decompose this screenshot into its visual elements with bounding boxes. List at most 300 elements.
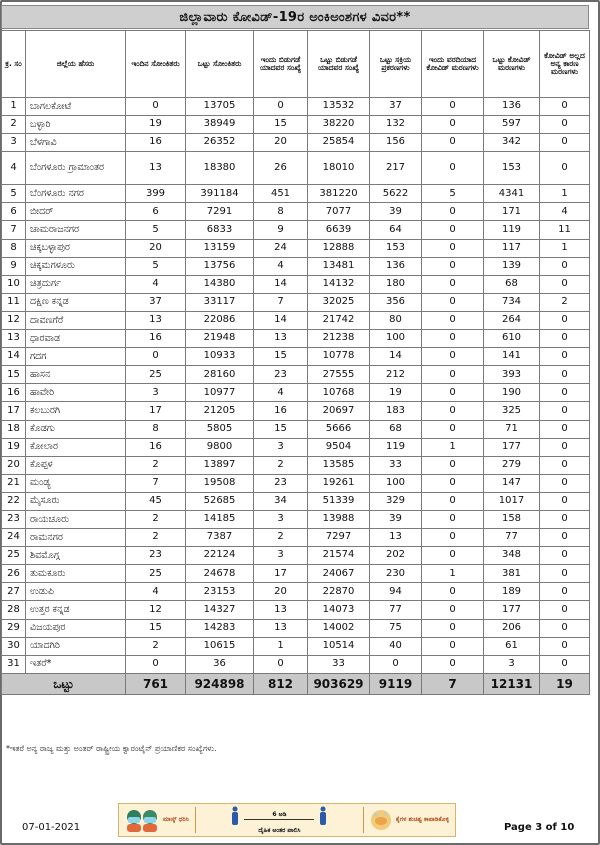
value-cell: 0: [422, 583, 484, 601]
value-cell: 0: [540, 456, 590, 474]
value-cell: 136: [484, 98, 540, 116]
value-cell: 12: [126, 601, 186, 619]
total-cell: 9119: [370, 673, 422, 694]
serial-cell: 27: [2, 583, 26, 601]
value-cell: 21948: [186, 330, 254, 348]
table-row: [2, 402, 590, 420]
value-cell: 10977: [186, 384, 254, 402]
value-cell: 4: [126, 583, 186, 601]
value-cell: 25: [126, 366, 186, 384]
value-cell: 2: [540, 293, 590, 311]
table-row: [2, 98, 590, 116]
value-cell: 177: [484, 438, 540, 456]
district-name-cell: ಮಂಡ್ಯ: [26, 474, 126, 492]
value-cell: 132: [370, 116, 422, 134]
serial-cell: 5: [2, 185, 26, 203]
value-cell: 94: [370, 583, 422, 601]
value-cell: 26352: [186, 134, 254, 152]
serial-cell: 10: [2, 275, 26, 293]
value-cell: 7077: [308, 203, 370, 221]
value-cell: 0: [540, 565, 590, 583]
value-cell: 25: [126, 565, 186, 583]
value-cell: 37: [126, 293, 186, 311]
value-cell: 77: [484, 529, 540, 547]
distance-text: ದೈಹಿಕ ಅಂತರ ಪಾಲಿಸಿ: [258, 826, 301, 834]
value-cell: 348: [484, 547, 540, 565]
district-name-cell: ಉಡುಪಿ: [26, 583, 126, 601]
value-cell: 6833: [186, 221, 254, 239]
value-cell: 325: [484, 402, 540, 420]
value-cell: 0: [422, 637, 484, 655]
value-cell: 27555: [308, 366, 370, 384]
value-cell: 136: [370, 257, 422, 275]
value-cell: 4: [126, 275, 186, 293]
value-cell: 0: [540, 601, 590, 619]
value-cell: 13585: [308, 456, 370, 474]
value-cell: 14: [254, 275, 308, 293]
table-row: [2, 152, 590, 185]
value-cell: 0: [540, 438, 590, 456]
value-cell: 0: [422, 420, 484, 438]
value-cell: 18010: [308, 152, 370, 185]
district-name-cell: ಇತರೆ*: [26, 655, 126, 673]
person-icon: [230, 806, 240, 826]
footnote: *ಇತರೆ ಅನ್ಯ ರಾಜ್ಯ ಮತ್ತು ಅಂತರ್ ರಾಷ್ಟ್ರೀಯ ಕ್ವಾರಂಟೈನ್ ಪ್ರಯಾಣಿಕರ ಸಂಖ್ಯೆಗಳು.: [6, 744, 217, 753]
value-cell: 0: [422, 547, 484, 565]
value-cell: 16: [126, 438, 186, 456]
value-cell: 11: [540, 221, 590, 239]
value-cell: 2: [126, 510, 186, 528]
serial-cell: 11: [2, 293, 26, 311]
value-cell: 13988: [308, 510, 370, 528]
serial-cell: 30: [2, 637, 26, 655]
value-cell: 4: [254, 257, 308, 275]
table-row: [2, 366, 590, 384]
value-cell: 381: [484, 565, 540, 583]
value-cell: 14185: [186, 510, 254, 528]
value-cell: 156: [370, 134, 422, 152]
value-cell: 2: [126, 529, 186, 547]
value-cell: 1017: [484, 492, 540, 510]
value-cell: 202: [370, 547, 422, 565]
value-cell: 1: [540, 239, 590, 257]
district-name-cell: ರಾಮನಗರ: [26, 529, 126, 547]
value-cell: 13897: [186, 456, 254, 474]
serial-cell: 23: [2, 510, 26, 528]
serial-cell: 18: [2, 420, 26, 438]
serial-cell: 29: [2, 619, 26, 637]
value-cell: 230: [370, 565, 422, 583]
value-cell: 15: [254, 420, 308, 438]
table-row: [2, 583, 590, 601]
distance-panel: [202, 806, 357, 835]
value-cell: 0: [540, 402, 590, 420]
district-name-cell: ಚಿತ್ರದುರ್ಗ: [26, 275, 126, 293]
value-cell: 0: [422, 348, 484, 366]
value-cell: 0: [422, 510, 484, 528]
value-cell: 26: [254, 152, 308, 185]
value-cell: 19: [126, 116, 186, 134]
table-row: [2, 456, 590, 474]
value-cell: 20: [254, 134, 308, 152]
page-title: ಜಿಲ್ಲಾವಾರು ಕೋವಿಡ್-19ರ ಅಂಕಿಅಂಶಗಳ ವಿವರ**: [1, 5, 589, 29]
serial-cell: 20: [2, 456, 26, 474]
value-cell: 68: [370, 420, 422, 438]
col-header-total-deaths: ಒಟ್ಟು ಕೋವಿಡ್ ಮರಣಗಳು: [484, 31, 540, 98]
value-cell: 14283: [186, 619, 254, 637]
value-cell: 206: [484, 619, 540, 637]
value-cell: 0: [540, 583, 590, 601]
total-row: [2, 673, 590, 694]
table-row: [2, 239, 590, 257]
value-cell: 4341: [484, 185, 540, 203]
total-label: ಒಟ್ಟು: [2, 673, 126, 694]
value-cell: 7387: [186, 529, 254, 547]
value-cell: 19: [370, 384, 422, 402]
district-name-cell: ಶಿವಮೊಗ್ಗ: [26, 547, 126, 565]
value-cell: 0: [540, 311, 590, 329]
district-name-cell: ಕೋಲಾರ: [26, 438, 126, 456]
district-name-cell: ಬೀದರ್: [26, 203, 126, 221]
value-cell: 264: [484, 311, 540, 329]
value-cell: 34: [254, 492, 308, 510]
value-cell: 8: [126, 420, 186, 438]
total-cell: 12131: [484, 673, 540, 694]
value-cell: 5622: [370, 185, 422, 203]
value-cell: 22086: [186, 311, 254, 329]
value-cell: 3: [254, 510, 308, 528]
district-name-cell: ಬಳ್ಳಾರಿ: [26, 116, 126, 134]
value-cell: 342: [484, 134, 540, 152]
value-cell: 0: [422, 529, 484, 547]
value-cell: 171: [484, 203, 540, 221]
value-cell: 6639: [308, 221, 370, 239]
total-cell: 924898: [186, 673, 254, 694]
table-row: [2, 116, 590, 134]
value-cell: 0: [422, 384, 484, 402]
value-cell: 2: [254, 456, 308, 474]
value-cell: 21574: [308, 547, 370, 565]
value-cell: 212: [370, 366, 422, 384]
table-row: [2, 311, 590, 329]
value-cell: 23: [126, 547, 186, 565]
table-row: [2, 547, 590, 565]
value-cell: 75: [370, 619, 422, 637]
value-cell: 9: [254, 221, 308, 239]
value-cell: 38220: [308, 116, 370, 134]
table-row: [2, 637, 590, 655]
value-cell: 7: [126, 474, 186, 492]
value-cell: 451: [254, 185, 308, 203]
district-name-cell: ಗದಗ: [26, 348, 126, 366]
value-cell: 20: [254, 583, 308, 601]
value-cell: 28160: [186, 366, 254, 384]
value-cell: 2: [126, 456, 186, 474]
district-name-cell: ಧಾರವಾಡ: [26, 330, 126, 348]
col-header-district: ಜಿಲ್ಲೆಯ ಹೆಸರು: [26, 31, 126, 98]
hand-wash-icon: [370, 809, 392, 831]
value-cell: 0: [126, 98, 186, 116]
value-cell: 14327: [186, 601, 254, 619]
value-cell: 147: [484, 474, 540, 492]
serial-cell: 24: [2, 529, 26, 547]
table-row: [2, 474, 590, 492]
table-row: [2, 529, 590, 547]
table-row: [2, 293, 590, 311]
district-name-cell: ಚಿಕ್ಕಬಳ್ಳಾಪುರ: [26, 239, 126, 257]
table-row: [2, 185, 590, 203]
value-cell: 0: [540, 474, 590, 492]
serial-cell: 9: [2, 257, 26, 275]
value-cell: 0: [540, 384, 590, 402]
table-row: [2, 257, 590, 275]
value-cell: 158: [484, 510, 540, 528]
value-cell: 77: [370, 601, 422, 619]
serial-cell: 15: [2, 366, 26, 384]
value-cell: 0: [126, 348, 186, 366]
value-cell: 14: [254, 311, 308, 329]
value-cell: 40: [370, 637, 422, 655]
value-cell: 71: [484, 420, 540, 438]
district-name-cell: ಬಾಗಲಕೋಟೆ: [26, 98, 126, 116]
value-cell: 177: [484, 601, 540, 619]
table-row: [2, 134, 590, 152]
hands-panel: [370, 809, 449, 831]
value-cell: 24: [254, 239, 308, 257]
district-name-cell: ಯಾದಗಿರಿ: [26, 637, 126, 655]
value-cell: 180: [370, 275, 422, 293]
value-cell: 37: [370, 98, 422, 116]
value-cell: 5: [126, 257, 186, 275]
value-cell: 22870: [308, 583, 370, 601]
table-row: [2, 492, 590, 510]
value-cell: 15: [254, 116, 308, 134]
value-cell: 8: [254, 203, 308, 221]
value-cell: 38949: [186, 116, 254, 134]
value-cell: 0: [540, 98, 590, 116]
value-cell: 0: [540, 529, 590, 547]
serial-cell: 4: [2, 152, 26, 185]
value-cell: 0: [422, 474, 484, 492]
value-cell: 19508: [186, 474, 254, 492]
distance-arrow-icon: [244, 819, 314, 820]
value-cell: 391184: [186, 185, 254, 203]
total-cell: 19: [540, 673, 590, 694]
value-cell: 10768: [308, 384, 370, 402]
table-row: [2, 438, 590, 456]
value-cell: 0: [422, 330, 484, 348]
value-cell: 6: [126, 203, 186, 221]
mask-panel: [125, 807, 189, 833]
value-cell: 13: [126, 152, 186, 185]
serial-cell: 12: [2, 311, 26, 329]
mask-text: ಮಾಸ್ಕ್ ಧರಿಸಿ: [163, 816, 189, 823]
district-covid-table: [1, 30, 590, 695]
value-cell: 0: [422, 275, 484, 293]
hands-text: ಕೈಗಳ ಶುಚಿತ್ವ ಕಾಪಾಡಿಕೊಳ್ಳಿ: [395, 816, 449, 823]
report-date: 07-01-2021: [22, 822, 81, 833]
value-cell: 0: [540, 116, 590, 134]
district-name-cell: ಬೆಳಗಾವಿ: [26, 134, 126, 152]
value-cell: 23: [254, 474, 308, 492]
value-cell: 5805: [186, 420, 254, 438]
table-row: [2, 565, 590, 583]
value-cell: 15: [254, 348, 308, 366]
value-cell: 61: [484, 637, 540, 655]
value-cell: 0: [540, 152, 590, 185]
value-cell: 39: [370, 203, 422, 221]
table-header-row: [2, 31, 590, 98]
value-cell: 0: [422, 221, 484, 239]
value-cell: 23: [254, 366, 308, 384]
district-name-cell: ಹಾಸನ: [26, 366, 126, 384]
value-cell: 0: [422, 311, 484, 329]
value-cell: 13705: [186, 98, 254, 116]
value-cell: 51339: [308, 492, 370, 510]
serial-cell: 1: [2, 98, 26, 116]
value-cell: 16: [126, 134, 186, 152]
value-cell: 80: [370, 311, 422, 329]
value-cell: 13: [254, 619, 308, 637]
value-cell: 0: [370, 655, 422, 673]
col-header-total-infected: ಒಟ್ಟು ಸೋಂಕಿತರು: [186, 31, 254, 98]
value-cell: 0: [540, 134, 590, 152]
col-header-today-infected: ಇಂದಿನ ಸೋಂಕಿತರು: [126, 31, 186, 98]
value-cell: 5666: [308, 420, 370, 438]
col-header-today-deaths: ಇಂದು ವರದಿಯಾದ ಕೋವಿಡ್ ಮರಣಗಳು: [422, 31, 484, 98]
value-cell: 119: [370, 438, 422, 456]
table-row: [2, 601, 590, 619]
total-cell: 812: [254, 673, 308, 694]
district-name-cell: ತುಮಕೂರು: [26, 565, 126, 583]
value-cell: 13: [370, 529, 422, 547]
value-cell: 9504: [308, 438, 370, 456]
value-cell: 0: [254, 655, 308, 673]
district-name-cell: ಕೊಪ್ಪಳ: [26, 456, 126, 474]
value-cell: 190: [484, 384, 540, 402]
value-cell: 20697: [308, 402, 370, 420]
district-name-cell: ಚಾಮರಾಜನಗರ: [26, 221, 126, 239]
value-cell: 10514: [308, 637, 370, 655]
value-cell: 0: [540, 510, 590, 528]
value-cell: 36: [186, 655, 254, 673]
value-cell: 0: [422, 619, 484, 637]
value-cell: 19261: [308, 474, 370, 492]
serial-cell: 17: [2, 402, 26, 420]
value-cell: 7297: [308, 529, 370, 547]
value-cell: 0: [126, 655, 186, 673]
value-cell: 18380: [186, 152, 254, 185]
value-cell: 7291: [186, 203, 254, 221]
value-cell: 0: [254, 98, 308, 116]
district-name-cell: ಬೆಂಗಳೂರು ಗ್ರಾಮಾಂತರ: [26, 152, 126, 185]
value-cell: 33: [370, 456, 422, 474]
value-cell: 153: [484, 152, 540, 185]
district-name-cell: ಚಿಕ್ಕಮಗಳೂರು: [26, 257, 126, 275]
value-cell: 13: [254, 330, 308, 348]
value-cell: 21238: [308, 330, 370, 348]
banner-divider: [363, 807, 364, 833]
value-cell: 0: [422, 98, 484, 116]
value-cell: 0: [422, 402, 484, 420]
value-cell: 399: [126, 185, 186, 203]
value-cell: 13756: [186, 257, 254, 275]
table-row: [2, 655, 590, 673]
district-name-cell: ಕೊಡಗು: [26, 420, 126, 438]
serial-cell: 21: [2, 474, 26, 492]
value-cell: 0: [540, 275, 590, 293]
value-cell: 0: [540, 420, 590, 438]
value-cell: 32025: [308, 293, 370, 311]
value-cell: 393: [484, 366, 540, 384]
value-cell: 1: [422, 438, 484, 456]
value-cell: 14132: [308, 275, 370, 293]
district-name-cell: ಬೆಂಗಳೂರು ನಗರ: [26, 185, 126, 203]
value-cell: 356: [370, 293, 422, 311]
value-cell: 0: [540, 366, 590, 384]
person-icon: [318, 806, 328, 826]
value-cell: 16: [254, 402, 308, 420]
value-cell: 183: [370, 402, 422, 420]
value-cell: 1: [422, 565, 484, 583]
value-cell: 10615: [186, 637, 254, 655]
value-cell: 13: [126, 311, 186, 329]
value-cell: 45: [126, 492, 186, 510]
district-name-cell: ಹಾವೇರಿ: [26, 384, 126, 402]
value-cell: 64: [370, 221, 422, 239]
value-cell: 141: [484, 348, 540, 366]
value-cell: 0: [540, 348, 590, 366]
value-cell: 0: [422, 456, 484, 474]
value-cell: 13532: [308, 98, 370, 116]
value-cell: 52685: [186, 492, 254, 510]
value-cell: 5: [422, 185, 484, 203]
value-cell: 0: [540, 619, 590, 637]
covid-safety-banner: [118, 803, 456, 837]
value-cell: 381220: [308, 185, 370, 203]
distance-value: 6 ಅಡಿ: [272, 811, 287, 818]
value-cell: 0: [540, 492, 590, 510]
value-cell: 3: [254, 547, 308, 565]
col-header-serial: ಕ್ರ. ಸಂ: [2, 31, 26, 98]
total-cell: 7: [422, 673, 484, 694]
serial-cell: 7: [2, 221, 26, 239]
value-cell: 3: [254, 438, 308, 456]
value-cell: 24067: [308, 565, 370, 583]
value-cell: 14: [370, 348, 422, 366]
value-cell: 3: [126, 384, 186, 402]
serial-cell: 13: [2, 330, 26, 348]
serial-cell: 22: [2, 492, 26, 510]
value-cell: 33: [308, 655, 370, 673]
table-row: [2, 384, 590, 402]
value-cell: 0: [422, 293, 484, 311]
value-cell: 21742: [308, 311, 370, 329]
table-row: [2, 203, 590, 221]
value-cell: 119: [484, 221, 540, 239]
district-name-cell: ಮೈಸೂರು: [26, 492, 126, 510]
district-name-cell: ದಕ್ಷಿಣ ಕನ್ನಡ: [26, 293, 126, 311]
value-cell: 10933: [186, 348, 254, 366]
value-cell: 117: [484, 239, 540, 257]
value-cell: 7: [254, 293, 308, 311]
value-cell: 23153: [186, 583, 254, 601]
value-cell: 0: [540, 257, 590, 275]
page-number: Page 3 of 10: [504, 822, 575, 833]
value-cell: 2: [254, 529, 308, 547]
value-cell: 139: [484, 257, 540, 275]
mask-face-icon: [125, 807, 159, 833]
